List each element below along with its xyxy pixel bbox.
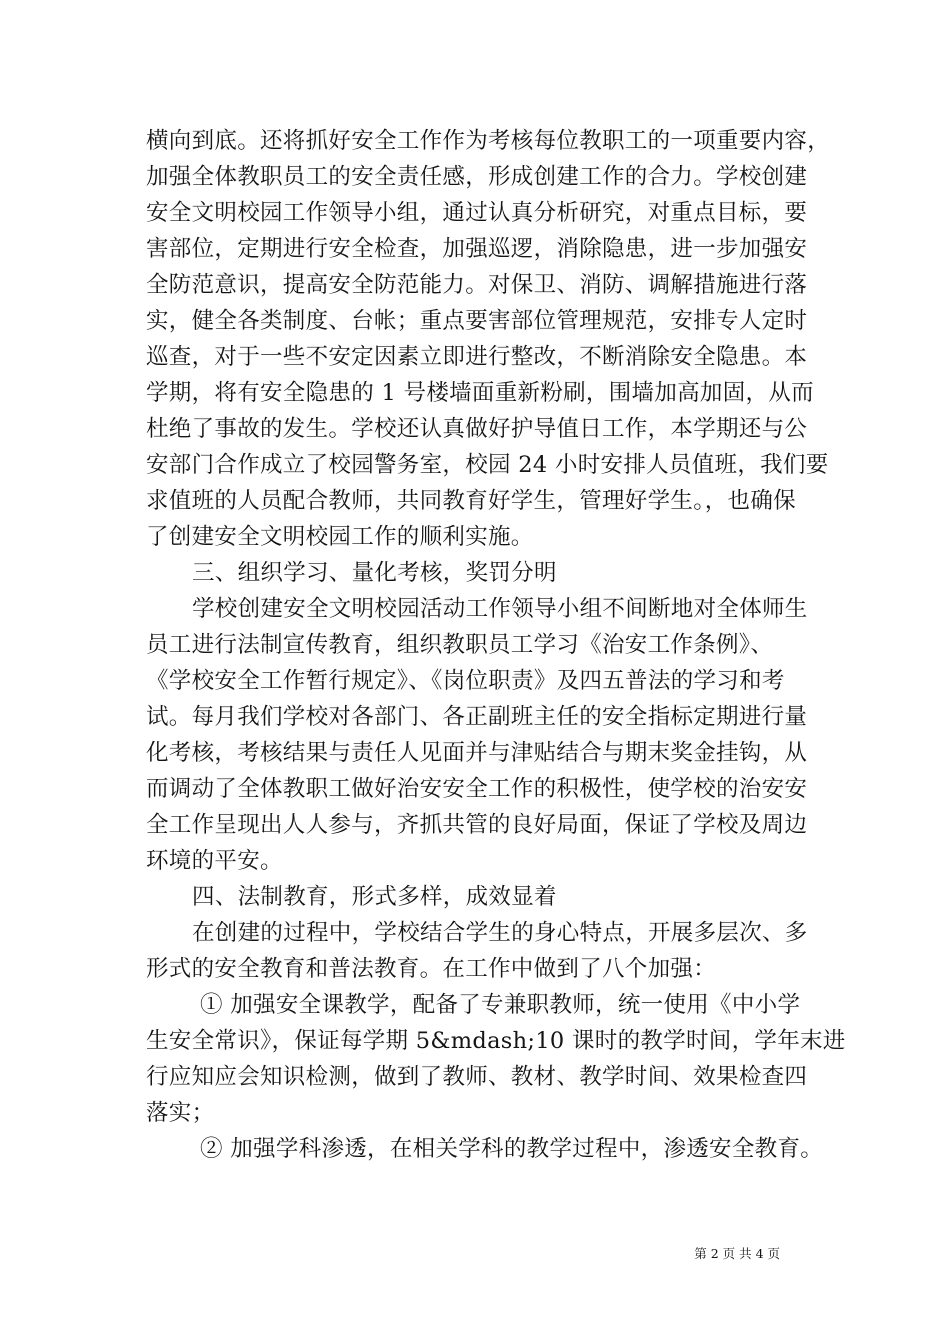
text-line: 化考核，考核结果与责任人见面并与津贴结合与期末奖金挂钩，从 bbox=[146, 740, 808, 766]
text-line: 员工进行法制宣传教育，组织教职员工学习《治安工作条例》、 bbox=[146, 632, 774, 658]
page-footer: 第 2 页 共 4 页 bbox=[694, 1246, 780, 1261]
text-line: 形式的安全教育和普法教育。在工作中做到了八个加强： bbox=[146, 956, 717, 982]
text-line: 在创建的过程中，学校结合学生的身心特点，开展多层次、多 bbox=[192, 920, 808, 946]
text-line: 全防范意识，提高安全防范能力。对保卫、消防、调解措施进行落 bbox=[146, 272, 808, 298]
list-item-1: ① 加强安全课教学，配备了专兼职教师，统一使用《中小学 bbox=[200, 992, 801, 1018]
text-line: 落实； bbox=[146, 1100, 215, 1126]
text-line: 学期，将有安全隐患的 1 号楼墙面重新粉刷，围墙加高加固，从而 bbox=[146, 380, 814, 406]
section-heading-3: 三、组织学习、量化考核，奖罚分明 bbox=[192, 560, 557, 586]
text-line: 巡查，对于一些不安定因素立即进行整改，不断消除安全隐患。本 bbox=[146, 344, 808, 370]
text-line: 害部位，定期进行安全检查，加强巡逻，消除隐患，进一步加强安 bbox=[146, 236, 808, 262]
text-line: 行应知应会知识检测，做到了教师、教材、教学时间、效果检查四 bbox=[146, 1064, 808, 1090]
text-line: 了创建安全文明校园工作的顺利实施。 bbox=[146, 524, 534, 550]
text-line: 学校创建安全文明校园活动工作领导小组不间断地对全体师生 bbox=[192, 596, 808, 622]
text-line: 实，健全各类制度、台帐；重点要害部位管理规范，安排专人定时 bbox=[146, 308, 808, 334]
section-heading-4: 四、法制教育，形式多样，成效显着 bbox=[192, 884, 557, 910]
list-item-2: ② 加强学科渗透，在相关学科的教学过程中，渗透安全教育。 bbox=[200, 1136, 824, 1162]
text-line: 求值班的人员配合教师，共同教育好学生，管理好学生。，也确保 bbox=[146, 488, 796, 514]
text-line: 安部门合作成立了校园警务室，校园 24 小时安排人员值班，我们要 bbox=[146, 452, 829, 478]
text-line: 全工作呈现出人人参与，齐抓共管的良好局面，保证了学校及周边 bbox=[146, 812, 808, 838]
text-line: 杜绝了事故的发生。学校还认真做好护导值日工作，本学期还与公 bbox=[146, 416, 808, 442]
text-line: 生安全常识》，保证每学期 5&mdash;10 课时的教学时间，学年末进 bbox=[146, 1028, 846, 1054]
text-line: 而调动了全体教职工做好治安安全工作的积极性，使学校的治安安 bbox=[146, 776, 808, 802]
text-line: 横向到底。还将抓好安全工作作为考核每位教职工的一项重要内容， bbox=[146, 128, 831, 154]
text-line: 加强全体教职员工的安全责任感，形成创建工作的合力。学校创建 bbox=[146, 164, 808, 190]
text-line: 环境的平安。 bbox=[146, 848, 283, 874]
text-line: 《学校安全工作暂行规定》、《岗位职责》及四五普法的学习和考 bbox=[146, 668, 785, 694]
text-line: 安全文明校园工作领导小组，通过认真分析研究，对重点目标，要 bbox=[146, 200, 808, 226]
text-line: 试。每月我们学校对各部门、各正副班主任的安全指标定期进行量 bbox=[146, 704, 808, 730]
